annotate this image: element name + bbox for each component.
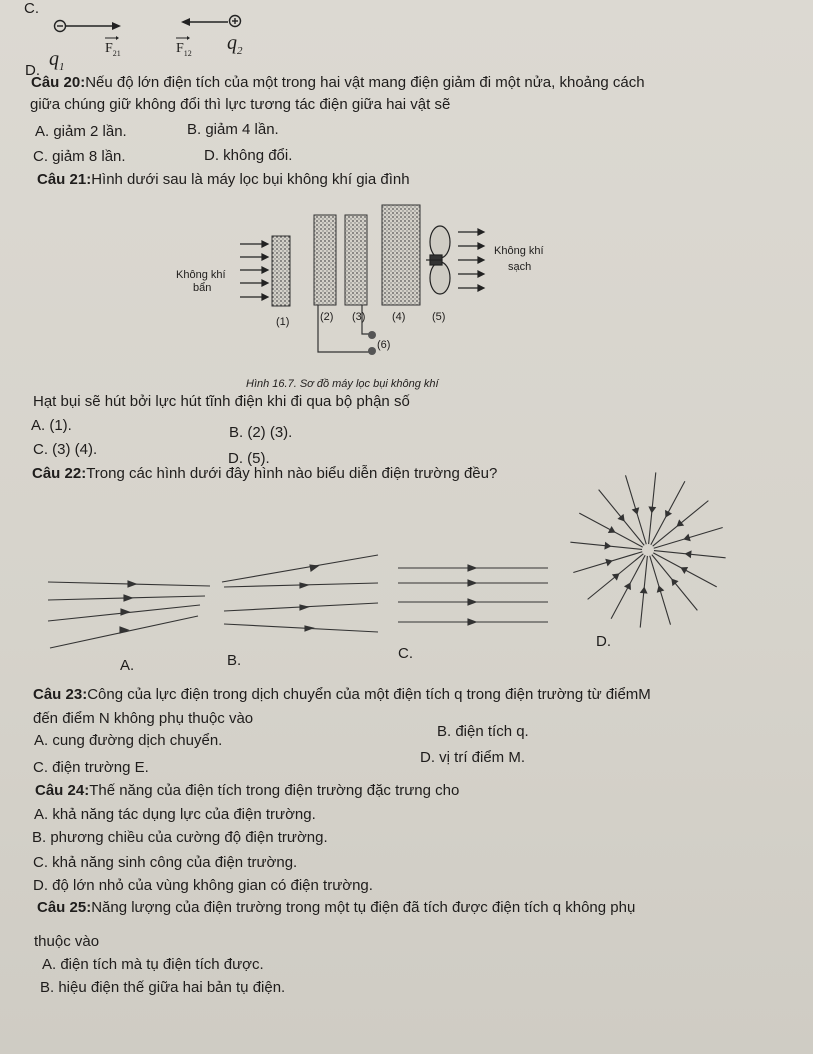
field-arrow: [605, 543, 610, 549]
figure-caption: Hình 16.7. Sơ đồ máy lọc bụi không khí: [246, 378, 439, 390]
part-5-label: (5): [432, 311, 446, 323]
q2-label: $q_2$: [227, 32, 243, 57]
clean-air-label-1: Không khí: [494, 245, 544, 257]
field-arrow: [609, 527, 615, 532]
part-4-label: (4): [392, 311, 406, 323]
q22-line1: Câu 22:Trong các hình dưới đây hình nào biểu diễn điện trường đều?: [32, 465, 498, 482]
q22-option-c: C.: [398, 645, 413, 662]
q21-line1: Câu 21:Hình dưới sau là máy lọc bụi không khí gia đình: [37, 171, 410, 188]
field-arrow: [686, 551, 691, 557]
field-arrow: [658, 586, 664, 592]
q21-option-b: B. (2) (3).: [229, 424, 293, 441]
q20-option-b: B. giảm 4 lần.: [187, 121, 279, 138]
field-arrow: [666, 511, 671, 517]
field-arrow: [641, 588, 647, 593]
q25-line2: thuộc vào: [34, 933, 100, 950]
q22-option-b: B.: [227, 652, 242, 669]
q23-option-d: D. vị trí điểm M.: [420, 749, 526, 766]
q25-option-b: B. hiệu điện thế giữa hai bản tụ điện.: [40, 979, 286, 996]
field-figure-c: [398, 565, 548, 625]
part-3-label: (3): [352, 311, 366, 323]
dirty-air-label-1: Không khí: [176, 269, 226, 281]
q23-option-a: A. cung đường dịch chuyển.: [34, 732, 223, 749]
q25-line1: Câu 25:Năng lượng của điện trường trong một tụ điện đã tích được điện tích q không phụ: [37, 899, 636, 916]
f12-label: $F_{12}$: [176, 41, 192, 58]
q23-line1: Câu 23:Công của lực điện trong dịch chuyển của một điện tích q trong điện trường từ điểmM: [33, 686, 651, 703]
q23-option-b: B. điện tích q.: [437, 723, 529, 740]
field-arrow: [684, 535, 690, 541]
q21-option-a: A. (1).: [31, 417, 72, 434]
q21-option-d: D. (5).: [228, 450, 270, 467]
option-d-label: D.: [25, 62, 40, 79]
option-c-top: C.: [24, 0, 39, 17]
q24-option-a: A. khả năng tác dụng lực của điện trường.: [34, 806, 316, 823]
q22-option-d: D.: [596, 633, 611, 650]
q20-line2: giữa chúng giữ không đổi thì lực tương tác điện giữa hai vật sẽ: [30, 96, 451, 113]
q1-label: $q_1$: [49, 48, 65, 73]
field-figure-d: [570, 472, 725, 627]
q20-option-d: D. không đổi.: [204, 147, 293, 164]
field-figure-a: [48, 581, 210, 648]
q20-line1: Câu 20:Nếu độ lớn điện tích của một trong hai vật mang điện giảm đi một nửa, khoảng cách: [31, 74, 645, 91]
q21-option-c: C. (3) (4).: [33, 441, 98, 458]
q21-line2: Hạt bụi sẽ hút bởi lực hút tĩnh điện khi đi qua bộ phận số: [33, 393, 410, 410]
q25-option-a: A. điện tích mà tụ điện tích được.: [42, 956, 264, 973]
dirty-air-label-2: bẩn: [193, 282, 212, 294]
q24-option-b: B. phương chiều của cường độ điện trường.: [32, 829, 328, 846]
part-6-label: (6): [377, 339, 391, 351]
part-2-label: (2): [320, 311, 334, 323]
q23-line2: đến điểm N không phụ thuộc vào: [33, 710, 254, 727]
q22-option-a: A.: [120, 657, 135, 674]
field-arrow: [606, 560, 612, 566]
field-arrow: [649, 507, 655, 512]
field-arrow: [625, 583, 630, 589]
f21-label: $F_{21}$: [105, 41, 121, 58]
q20-option-a: A. giảm 2 lần.: [35, 123, 127, 140]
q24-line1: Câu 24:Thế năng của điện tích trong điện trường đặc trưng cho: [35, 782, 460, 799]
field-arrow: [681, 568, 687, 573]
q24-option-c: C. khả năng sinh công của điện trường.: [33, 854, 298, 871]
part-1-label: (1): [276, 316, 290, 328]
field-figure-b: [222, 555, 378, 632]
q20-option-c: C. giảm 8 lần.: [33, 148, 126, 165]
clean-air-label-2: sạch: [508, 261, 532, 273]
q24-option-d: D. độ lớn nhỏ của vùng không gian có điện trường.: [33, 877, 373, 894]
field-arrow: [633, 508, 639, 514]
q23-option-c: C. điện trường E.: [33, 759, 149, 776]
